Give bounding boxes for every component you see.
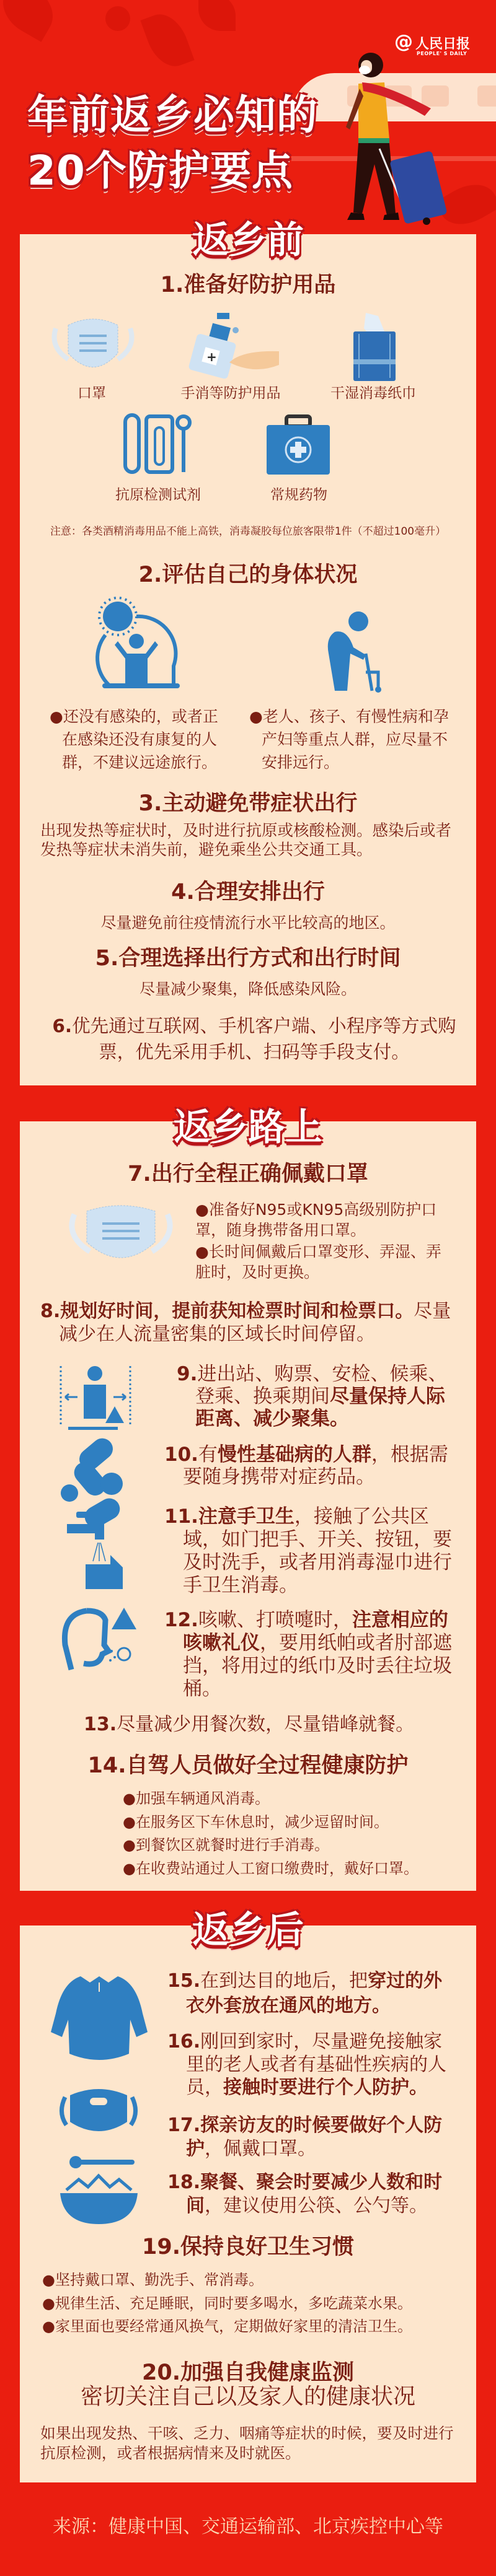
main-title-line2: 20个防护要点 xyxy=(27,147,293,195)
cough-icon xyxy=(62,1608,136,1673)
body-text: ，佩戴口罩。 xyxy=(205,2138,316,2160)
meal-bowl-icon xyxy=(60,2156,138,2224)
item-label: 抗原检测试剂 xyxy=(115,487,201,503)
coat-icon xyxy=(50,1976,149,2060)
item-8 xyxy=(40,1300,468,1346)
mask-icon xyxy=(50,316,136,378)
tissue-box-icon xyxy=(350,313,400,381)
self-drive-bullets xyxy=(123,1787,418,1880)
hygiene-bullets xyxy=(42,2269,412,2339)
item-label: 干湿消毒纸巾 xyxy=(330,385,416,401)
face-mask-icon xyxy=(58,2088,140,2134)
body-text: 有 xyxy=(198,1444,218,1466)
antigen-test-kit-icon xyxy=(124,415,192,474)
bullet-item xyxy=(42,2292,412,2316)
virus-shield-icon xyxy=(99,598,186,691)
item-9 xyxy=(177,1363,462,1430)
emphasis-text: 8.规划好时间，提前获知检票时间和检票口。 xyxy=(40,1300,414,1322)
emphasis-text: 接触时要进行个人防护。 xyxy=(223,2077,428,2098)
symptom-text: 出现发热等症状时，及时进行抗原或核酸检测。感染后或者发热等症状未消失前，避免乘坐公共交通工具。 xyxy=(40,821,452,859)
bullet-item xyxy=(42,2315,412,2339)
bullet-dot: ● xyxy=(42,2294,55,2312)
emphasis-text: 9. xyxy=(177,1363,198,1385)
emphasis-text: 13. xyxy=(84,1714,117,1735)
item-11 xyxy=(164,1505,462,1597)
body-text: ，建议使用公筷、公勺等。 xyxy=(205,2195,428,2217)
svg-text:+: + xyxy=(206,349,217,364)
leaf-decoration xyxy=(198,0,236,31)
body-text: ，根据需要随身携带对症药品。 xyxy=(183,1444,448,1488)
item-label: 常规药物 xyxy=(270,487,327,503)
bullet-dot: ● xyxy=(249,708,263,725)
hand-washing-icon xyxy=(67,1512,123,1589)
emphasis-text: 18.聚餐、聚会时要减少人数和时间 xyxy=(167,2171,443,2217)
body-text: 进出站、购票、安检、候乘、登乘、换乘期间 xyxy=(195,1363,448,1408)
emphasis-text: 6. xyxy=(52,1015,73,1036)
item-6 xyxy=(40,1013,468,1065)
bullet-dot: ● xyxy=(195,1201,209,1219)
bullet-item xyxy=(195,1242,456,1282)
heading-19: 19.保持良好卫生习惯 xyxy=(141,2235,354,2259)
item-label: 口罩 xyxy=(78,385,106,401)
item-12 xyxy=(164,1609,462,1701)
body-text: 优先通过互联网、手机客户端、小程序等方式购票，优先采用手机、扫码等手段支付。 xyxy=(72,1015,456,1062)
bullet-dot: ● xyxy=(123,1813,136,1831)
section-label-road: 返乡路上 xyxy=(174,1106,322,1149)
heading-3: 3.主动避免带症状出行 xyxy=(138,791,358,816)
emphasis-text: 10. xyxy=(164,1444,198,1466)
section-label-before: 返乡前 xyxy=(192,219,304,262)
heading-2: 2.评估自己的身体状况 xyxy=(138,563,358,587)
logo-cn: 人民日报 xyxy=(415,37,471,52)
traveler-illustration xyxy=(322,46,459,232)
bullet-dot: ● xyxy=(50,708,63,725)
emphasis-text: 12. xyxy=(164,1609,198,1631)
emphasis-text: 注意相应的咳嗽礼仪 xyxy=(183,1609,448,1654)
body-text: ，接触了公共区域，如门把手、开关、按钮，要及时洗手，或者用消毒湿巾进行手卫生消毒。 xyxy=(183,1505,452,1597)
bullet-text: 还没有感染的，或者正在感染还没有康复的人群，不建议远途旅行。 xyxy=(62,708,218,771)
bullet-text: 在服务区下车休息时，减少逗留时间。 xyxy=(135,1813,389,1831)
hand-sanitizer-icon xyxy=(186,313,285,381)
elderly-walker-icon xyxy=(316,610,384,691)
item-15 xyxy=(167,1969,446,2018)
item-label: 手消等防护用品 xyxy=(180,385,281,401)
heading-14: 14.自驾人员做好全过程健康防护 xyxy=(87,1753,409,1778)
first-aid-kit-icon xyxy=(267,416,330,475)
body-text: 刚回到家时，尽量避免接触家里的老人或者有基础性疾病的人员， xyxy=(186,2031,446,2098)
area-text: 尽量避免前往疫情流行水平比较高的地区。 xyxy=(100,914,396,932)
bullet-dot: ● xyxy=(195,1243,209,1261)
heading-5: 5.合理选择出行方式和出行时间 xyxy=(95,946,401,971)
body-text: ，要用纸帕或者肘部遮挡，将用过的纸巾及时丢往垃圾桶。 xyxy=(183,1632,452,1700)
leaf-decoration xyxy=(105,6,130,31)
section-label-after: 返乡后 xyxy=(192,1909,304,1952)
bullet-text: 规律生活、充足睡眠，同时要多喝水，多吃蔬菜水果。 xyxy=(55,2294,412,2312)
bullet-text: 长时间佩戴后口罩变形、弄湿、弄脏时，及时更换。 xyxy=(195,1243,441,1281)
bullet-text: 老人、孩子、有慢性病和孕产妇等重点人群，应尽量不安排远行。 xyxy=(262,708,449,771)
bullet-item xyxy=(50,705,229,774)
emphasis-text: 17.探亲访友的时候要做好个人防护 xyxy=(167,2114,443,2160)
item-17 xyxy=(167,2114,446,2161)
heading-4: 4.合理安排出行 xyxy=(171,880,325,905)
bullet-text: 到餐饮区就餐时进行手消毒。 xyxy=(135,1836,329,1854)
bullet-text: 坚持戴口罩、勤洗手、常消毒。 xyxy=(55,2271,264,2289)
logo-at: @ xyxy=(394,31,413,53)
emphasis-text: 尽量保持人际距离、减少聚集。 xyxy=(195,1385,445,1430)
gather-text: 尽量减少聚集，降低感染风险。 xyxy=(139,980,356,998)
bullet-item xyxy=(42,2269,412,2292)
monitoring-text: 如果出现发热、干咳、乏力、咽痛等症状的时候，要及时进行抗原检测，或者根据病情来及时就医。 xyxy=(40,2424,454,2462)
leaf-decoration xyxy=(0,0,63,42)
emphasis-text: 慢性基础病的人群 xyxy=(217,1444,371,1466)
item-18 xyxy=(167,2171,446,2218)
mask-icon xyxy=(65,1205,177,1267)
heading-20: 20.加强自我健康监测 xyxy=(141,2360,354,2385)
body-text: 尽量减少用餐次数，尽量错峰就餐。 xyxy=(117,1714,415,1735)
body-text: 咳嗽、打喷嚏时， xyxy=(198,1609,352,1631)
item-13 xyxy=(84,1713,468,1736)
bullet-text: 在收费站通过人工窗口缴费时，戴好口罩。 xyxy=(135,1859,418,1877)
emphasis-text: 15. xyxy=(167,1970,201,1992)
emphasis-text: 16. xyxy=(167,2031,201,2052)
heading-1: 1.准备好防护用品 xyxy=(160,273,336,297)
item-10 xyxy=(164,1444,462,1488)
bullet-item xyxy=(123,1834,418,1857)
bullet-dot: ● xyxy=(42,2271,55,2289)
body-text: 尽量减少在人流量密集的区域长时间停留。 xyxy=(59,1300,451,1345)
social-distance-icon xyxy=(59,1366,133,1431)
bullet-dot: ● xyxy=(123,1836,136,1854)
bullet-item xyxy=(249,705,451,774)
alcohol-note: 注意：各类酒精消毒用品不能上高铁，消毒凝胶每位旅客限带1件（不超过100毫升） xyxy=(50,525,446,538)
bullet-text: 准备好N95或KN95高级别防护口罩，随身携带备用口罩。 xyxy=(195,1201,437,1239)
bullet-dot: ● xyxy=(123,1859,136,1877)
logo-en: PEOPLE' S DAILY xyxy=(417,51,467,56)
item-16 xyxy=(167,2030,459,2099)
bullet-item xyxy=(123,1811,418,1834)
bullet-dot: ● xyxy=(123,1790,136,1807)
bullet-item xyxy=(123,1857,418,1881)
body-text: 在到达目的地后，把 xyxy=(200,1970,368,1992)
main-title-line1: 年前返乡必知的 xyxy=(27,91,318,139)
bullet-item xyxy=(195,1199,456,1240)
source-credit: 来源：健康中国、交通运输部、北京疾控中心等 xyxy=(53,2516,443,2538)
bullet-text: 加强车辆通风消毒。 xyxy=(135,1790,270,1807)
emphasis-text: 穿过的外衣外套放在通风的地方。 xyxy=(186,1970,443,2017)
bullet-text: 家里面也要经常通风换气，定期做好家里的清洁卫生。 xyxy=(55,2318,412,2335)
bullet-dot: ● xyxy=(42,2318,55,2335)
heading-7: 7.出行全程正确佩戴口罩 xyxy=(128,1162,368,1186)
leaf-decoration xyxy=(140,7,194,72)
emphasis-text: 11.注意手卫生 xyxy=(164,1505,294,1528)
bullet-item xyxy=(123,1787,418,1811)
monitoring-subtitle: 密切关注自己以及家人的健康状况 xyxy=(80,2384,415,2409)
